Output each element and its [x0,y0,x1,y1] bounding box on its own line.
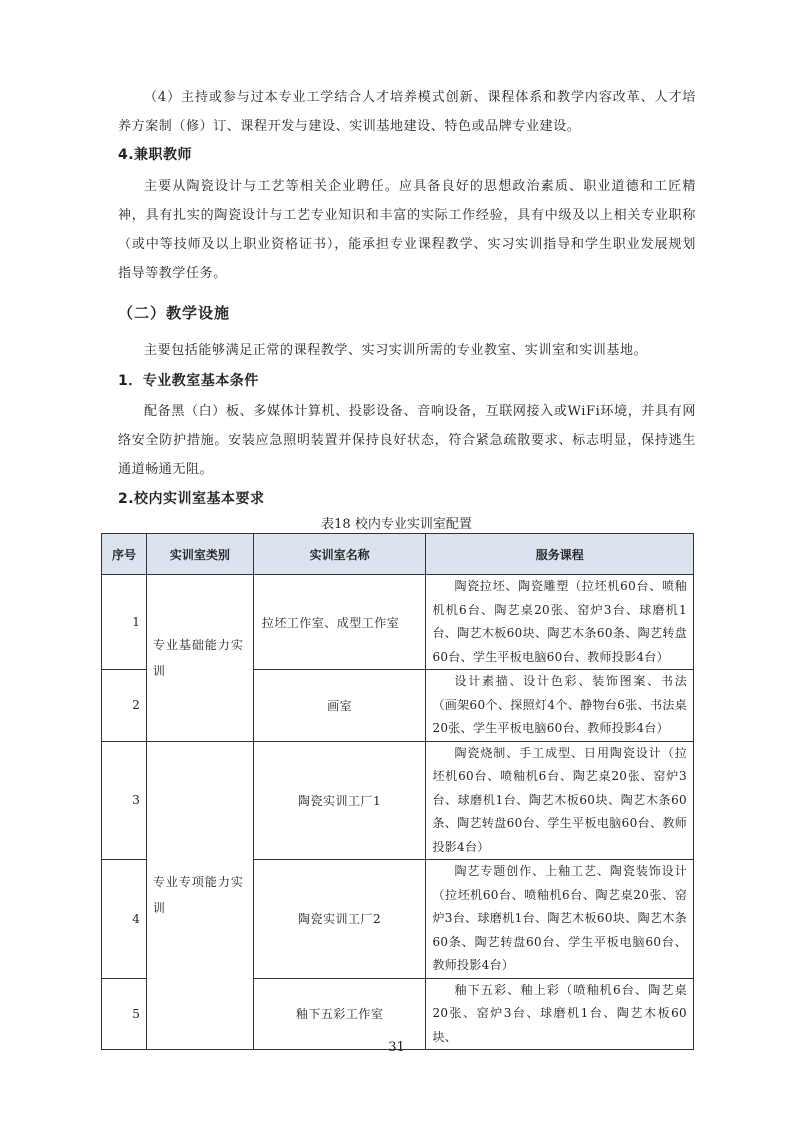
lab-configuration-table [101,533,694,1050]
header-lab-name: 实训室名称 [253,534,426,575]
table-caption: 表18 校内专业实训室配置 [321,517,472,532]
header-category: 实训室类别 [146,534,253,575]
heading-teaching-facilities: （二）教学设施 [118,304,231,322]
paragraph-facilities-intro: 主要包括能够满足正常的课程教学、实习实训所需的专业教室、实训室和实训基地。 [144,343,648,358]
row-number: 3 [102,741,147,860]
row-number: 4 [102,860,147,979]
category-cell: 专业专项能力实训 [146,741,253,1050]
paragraph-classroom-conditions: 配备黑（白）板、多媒体计算机、投影设备、音响设备，互联网接入或WiFi环境，并具有网络安全防护措施。安装应急照明装置并保持良好状态，符合紧急疏散要求、标志明显，保持逃生通道畅通无阻。 [118,404,696,477]
lab-name-cell: 釉下五彩工作室 [253,978,426,1050]
heading-classroom-conditions: 1．专业教室基本条件 [118,373,259,389]
service-cell: 釉下五彩、釉上彩（喷釉机6台、陶艺桌20张、窑炉3台、球磨机1台、陶艺木板60块、 [426,978,694,1050]
service-cell: 陶瓷烧制、手工成型、日用陶瓷设计（拉坯机60台、喷釉机6台、陶艺桌20张、窑炉3台、球磨机1台、陶艺木板60块、陶艺木条60条、陶艺转盘60台、学生平板电脑60台、教师投影4台） [426,741,694,860]
service-cell: 陶瓷拉坯、陶瓷雕塑（拉坯机60台、喷釉机机6台、陶艺桌20张、窑炉3台、球磨机1台、陶艺木板60块、陶艺木条60条、陶艺转盘60台、学生平板电脑60台、教师投影4台） [426,575,694,670]
heading-part-time-teachers: 4.兼职教师 [118,147,193,163]
category-cell: 专业基础能力实训 [146,575,253,742]
table-row [102,741,694,860]
row-number: 2 [102,670,147,742]
header-service-courses: 服务课程 [426,534,694,575]
lab-name-cell: 陶瓷实训工厂1 [253,741,426,860]
table-header-row [102,534,694,575]
page-number: 31 [388,1040,405,1055]
header-no: 序号 [102,534,147,575]
service-cell: 陶艺专题创作、上釉工艺、陶瓷装饰设计（拉坯机60台、喷釉机6台、陶艺桌20张、窑炉3台、球磨机1台、陶艺木板60块、陶艺木条60条、陶艺转盘60台、学生平板电脑60台、教师投影4台） [426,860,694,979]
row-number: 1 [102,575,147,670]
service-cell: 设计素描、设计色彩、装饰图案、书法（画架60个、探照灯4个、静物台6张、书法桌20张、学生平板电脑60台、教师投影4台） [426,670,694,742]
paragraph-part-time-teachers: 主要从陶瓷设计与工艺等相关企业聘任。应具备良好的思想政治素质、职业道德和工匠精神，具有扎实的陶瓷设计与工艺专业知识和丰富的实际工作经验，具有中级及以上相关专业职称（或中等技师及以上职业资格证书），能承担专业课程教学、实习实训指导和学生职业发展规划指导等教学任务。 [118,179,696,281]
table-row [102,575,694,670]
paragraph-teacher-requirement-4: （4）主持或参与过本专业工学结合人才培养模式创新、课程体系和教学内容改革、人才培养方案制（修）订、课程开发与建设、实训基地建设、特色或品牌专业建设。 [118,90,696,134]
lab-name-cell: 拉坯工作室、成型工作室 [253,575,426,670]
heading-lab-requirements: 2.校内实训室基本要求 [118,491,265,507]
lab-name-cell: 陶瓷实训工厂2 [253,860,426,979]
row-number: 5 [102,978,147,1050]
lab-name-cell: 画室 [253,670,426,742]
